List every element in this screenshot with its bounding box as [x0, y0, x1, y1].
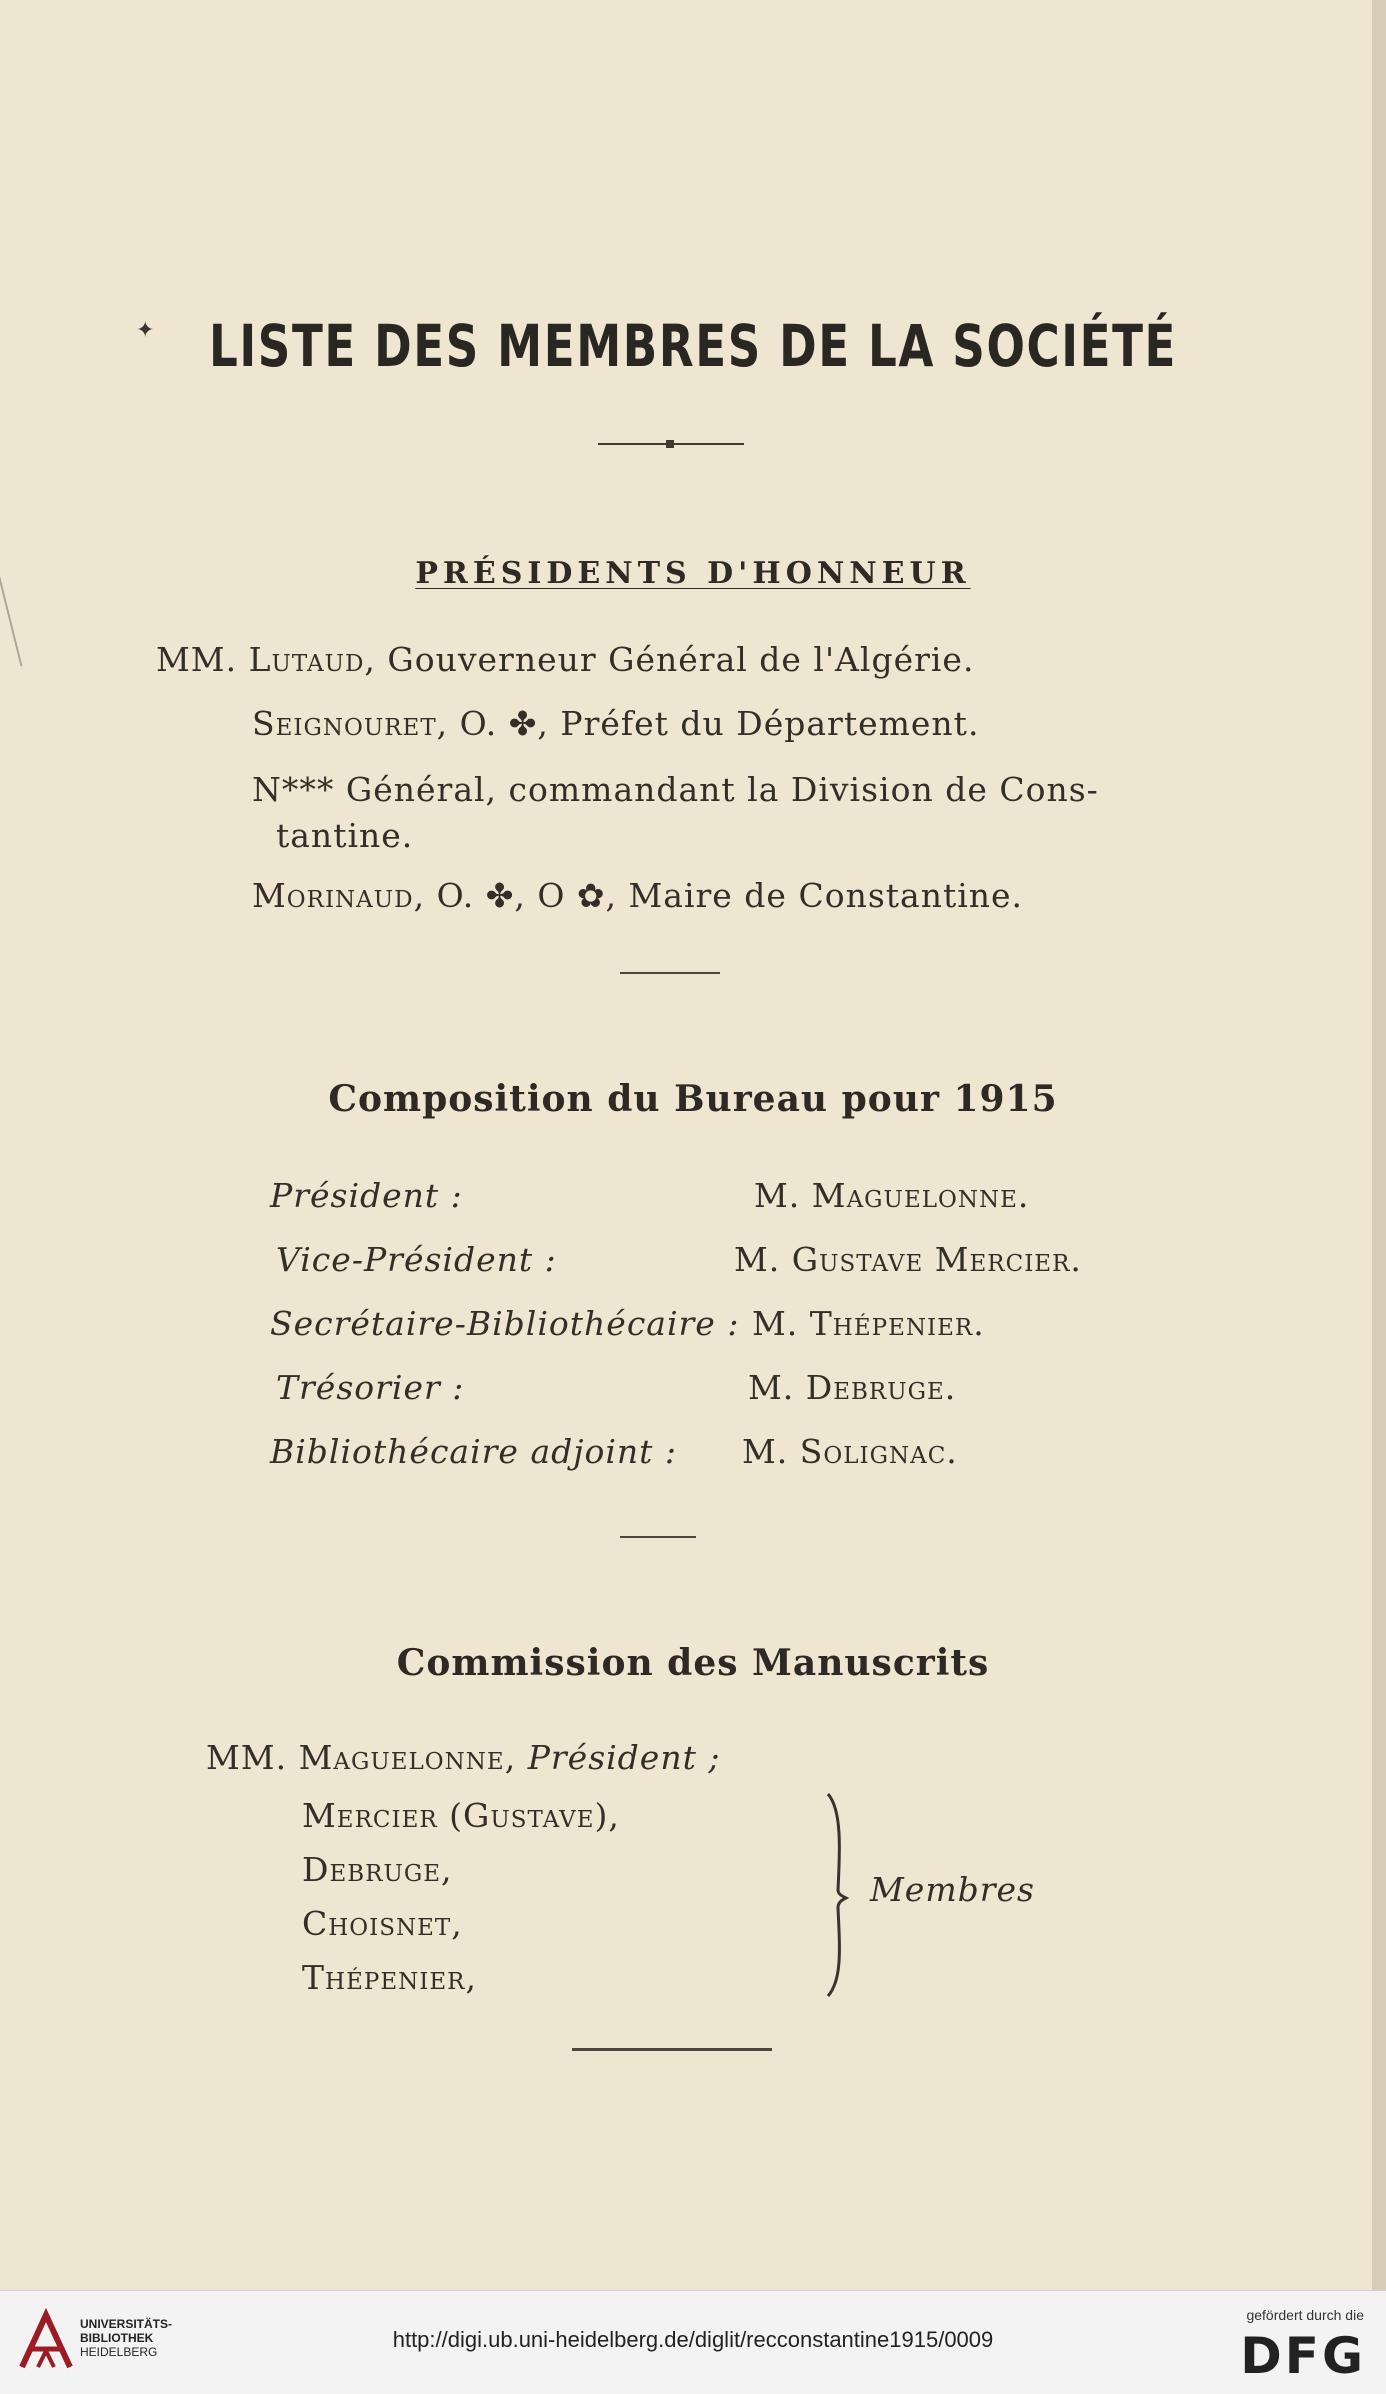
- member-name: Lutaud: [248, 640, 365, 679]
- member-name: Gustave Mercier.: [791, 1240, 1082, 1279]
- bureau-role: Vice-Président :: [276, 1240, 557, 1279]
- member-name: Solignac.: [799, 1432, 958, 1471]
- library-name-line: HEIDELBERG: [80, 2345, 158, 2359]
- bureau-role: Président :: [270, 1176, 463, 1215]
- bureau-member: [748, 1368, 956, 1407]
- bureau-member: [734, 1240, 1082, 1279]
- honneur-entry: [252, 770, 1099, 809]
- commission-president: [206, 1738, 720, 1777]
- mm-label: M.: [734, 1240, 781, 1279]
- commission-member: Debruge,: [302, 1850, 453, 1889]
- honneur-entry: [252, 876, 1023, 915]
- honneur-entry-continuation: tantine.: [276, 816, 414, 855]
- library-name-line: BIBLIOTHEK: [80, 2331, 154, 2345]
- bureau-member: [742, 1432, 958, 1471]
- honneur-heading: PRÉSIDENTS D'HONNEUR: [415, 556, 971, 591]
- dfg-logo: DFG: [1240, 2327, 1366, 2385]
- section-divider: [620, 972, 720, 974]
- bureau-member: [754, 1176, 1029, 1215]
- commission-member: Choisnet,: [302, 1904, 463, 1943]
- bureau-role: Secrétaire-Bibliothécaire :: [270, 1304, 740, 1343]
- bureau-heading: Composition du Bureau pour 1915: [328, 1078, 1058, 1120]
- bureau-role: Bibliothécaire adjoint :: [270, 1432, 678, 1471]
- mm-label: M.: [752, 1304, 799, 1343]
- mm-label: M.: [742, 1432, 789, 1471]
- section-divider: [620, 1536, 696, 1538]
- member-name: Maguelonne,: [298, 1738, 517, 1777]
- commission-member: Mercier (Gustave),: [302, 1796, 620, 1835]
- member-detail: , O. ✤, Préfet du Département.: [436, 704, 980, 743]
- mm-label: M.: [754, 1176, 801, 1215]
- title-ornament: [598, 438, 744, 450]
- member-detail: , Gouverneur Général de l'Algérie.: [364, 640, 975, 679]
- honneur-entry: [252, 704, 979, 743]
- end-rule: [572, 2048, 772, 2051]
- members-label: Membres: [870, 1870, 1035, 1909]
- member-name: Maguelonne.: [811, 1176, 1030, 1215]
- ink-mark: ✦: [136, 318, 155, 343]
- member-detail: Général, commandant la Division de Cons-: [334, 770, 1099, 809]
- commission-member: Thépenier,: [302, 1958, 477, 1997]
- mm-label: MM.: [206, 1738, 288, 1777]
- page-title: LISTE DES MEMBRES DE LA SOCIÉTÉ: [209, 312, 1177, 380]
- member-name: Thépenier.: [809, 1304, 985, 1343]
- member-role: Président ;: [527, 1738, 721, 1777]
- mm-label: MM.: [156, 640, 238, 679]
- member-name: Debruge.: [805, 1368, 957, 1407]
- member-name: Morinaud: [252, 876, 414, 915]
- honneur-entry: [156, 640, 974, 679]
- funded-by-label: gefördert durch die: [1246, 2307, 1364, 2323]
- permalink-url[interactable]: http://digi.ub.uni-heidelberg.de/diglit/recconstantine1915/0009: [392, 2327, 994, 2352]
- viewer-footer: [0, 2290, 1386, 2394]
- members-brace: [820, 1790, 860, 2000]
- member-detail: , O. ✤, O ✿, Maire de Constantine.: [413, 876, 1024, 915]
- member-name: N***: [252, 770, 335, 809]
- scan-edge: [1372, 0, 1386, 2290]
- bureau-member: [752, 1304, 985, 1343]
- bureau-role: Trésorier :: [276, 1368, 465, 1407]
- mm-label: M.: [748, 1368, 795, 1407]
- member-name: Seignouret: [252, 704, 437, 743]
- library-name-line: UNIVERSITÄTS-: [80, 2317, 173, 2331]
- commission-heading: Commission des Manuscrits: [396, 1642, 990, 1684]
